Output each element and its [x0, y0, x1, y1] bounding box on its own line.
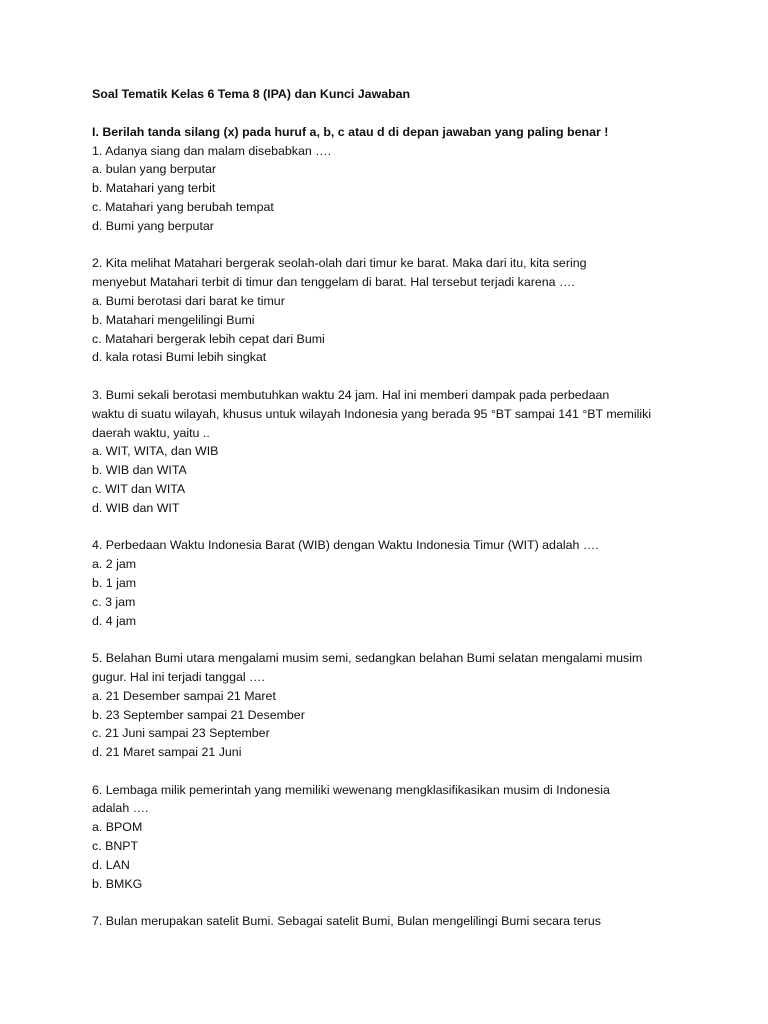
document-content — [92, 85, 692, 950]
question-line: menyebut Matahari terbit di timur dan tenggelam di barat. Hal tersebut terjadi karena …. — [92, 275, 575, 290]
answer-option: d. Bumi yang berputar — [92, 218, 214, 233]
question-line: 2. Kita melihat Matahari bergerak seolah-olah dari timur ke barat. Maka dari itu, kita sering — [92, 256, 587, 271]
question-line: 7. Bulan merupakan satelit Bumi. Sebagai satelit Bumi, Bulan mengelilingi Bumi secara terus — [92, 914, 601, 929]
question-1 — [92, 142, 692, 236]
question-7 — [92, 912, 692, 931]
question-text — [92, 912, 692, 931]
question-2 — [92, 254, 692, 367]
question-line: daerah waktu, yaitu .. — [92, 425, 210, 440]
answer-option: a. 2 jam — [92, 557, 137, 572]
answer-option: a. 21 Desember sampai 21 Maret — [92, 688, 276, 703]
answer-option: c. WIT dan WITA — [92, 481, 186, 496]
answer-option: a. WIT, WITA, dan WIB — [92, 444, 219, 459]
question-line: 4. Perbedaan Waktu Indonesia Barat (WIB) dengan Waktu Indonesia Timur (WIT) adalah …. — [92, 538, 599, 553]
answer-option: a. bulan yang berputar — [92, 162, 216, 177]
answer-option: d. 21 Maret sampai 21 Juni — [92, 745, 242, 760]
answer-option: c. Matahari bergerak lebih cepat dari Bumi — [92, 331, 325, 346]
answer-option: b. Matahari yang terbit — [92, 181, 216, 196]
question-text — [92, 536, 692, 555]
answer-option: c. BNPT — [92, 839, 139, 854]
question-6 — [92, 781, 692, 894]
question-line: waktu di suatu wilayah, khusus untuk wilayah Indonesia yang berada 95 °BT sampai 141 °BT memiliki — [92, 406, 652, 421]
question-5 — [92, 649, 692, 762]
answer-option: a. BPOM — [92, 820, 143, 835]
question-line: 5. Belahan Bumi utara mengalami musim semi, sedangkan belahan Bumi selatan mengalami musim — [92, 651, 643, 666]
question-line: 3. Bumi sekali berotasi membutuhkan waktu 24 jam. Hal ini memberi dampak pada perbedaan — [92, 387, 610, 402]
answer-option: d. LAN — [92, 857, 130, 872]
question-text — [92, 254, 692, 292]
question-text — [92, 142, 692, 161]
question-line: 1. Adanya siang dan malam disebabkan …. — [92, 143, 332, 158]
instruction-text: I. Berilah tanda silang (x) pada huruf a, b, c atau d di depan jawaban yang paling benar ! — [92, 124, 609, 139]
answer-option: c. 3 jam — [92, 594, 136, 609]
question-line: gugur. Hal ini terjadi tanggal …. — [92, 669, 265, 684]
question-4 — [92, 536, 692, 630]
question-line: 6. Lembaga milik pemerintah yang memiliki wewenang mengklasifikasikan musim di Indonesia — [92, 782, 610, 797]
answer-option: c. Matahari yang berubah tempat — [92, 199, 274, 214]
answer-option: b. 23 September sampai 21 Desember — [92, 707, 305, 722]
answer-option: b. BMKG — [92, 876, 143, 891]
answer-option: d. WIB dan WIT — [92, 500, 180, 515]
answer-option: c. 21 Juni sampai 23 September — [92, 726, 270, 741]
document-title: Soal Tematik Kelas 6 Tema 8 (IPA) dan Kunci Jawaban — [92, 87, 411, 101]
answer-option: b. Matahari mengelilingi Bumi — [92, 312, 255, 327]
question-text — [92, 649, 692, 687]
answer-option: d. 4 jam — [92, 613, 137, 628]
question-text — [92, 781, 692, 819]
answer-option: d. kala rotasi Bumi lebih singkat — [92, 350, 267, 365]
question-3 — [92, 386, 692, 518]
question-line: adalah …. — [92, 801, 149, 816]
answer-option: b. WIB dan WITA — [92, 463, 187, 478]
answer-option: a. Bumi berotasi dari barat ke timur — [92, 293, 285, 308]
question-text — [92, 386, 692, 442]
answer-option: b. 1 jam — [92, 575, 137, 590]
question-list — [92, 142, 692, 931]
